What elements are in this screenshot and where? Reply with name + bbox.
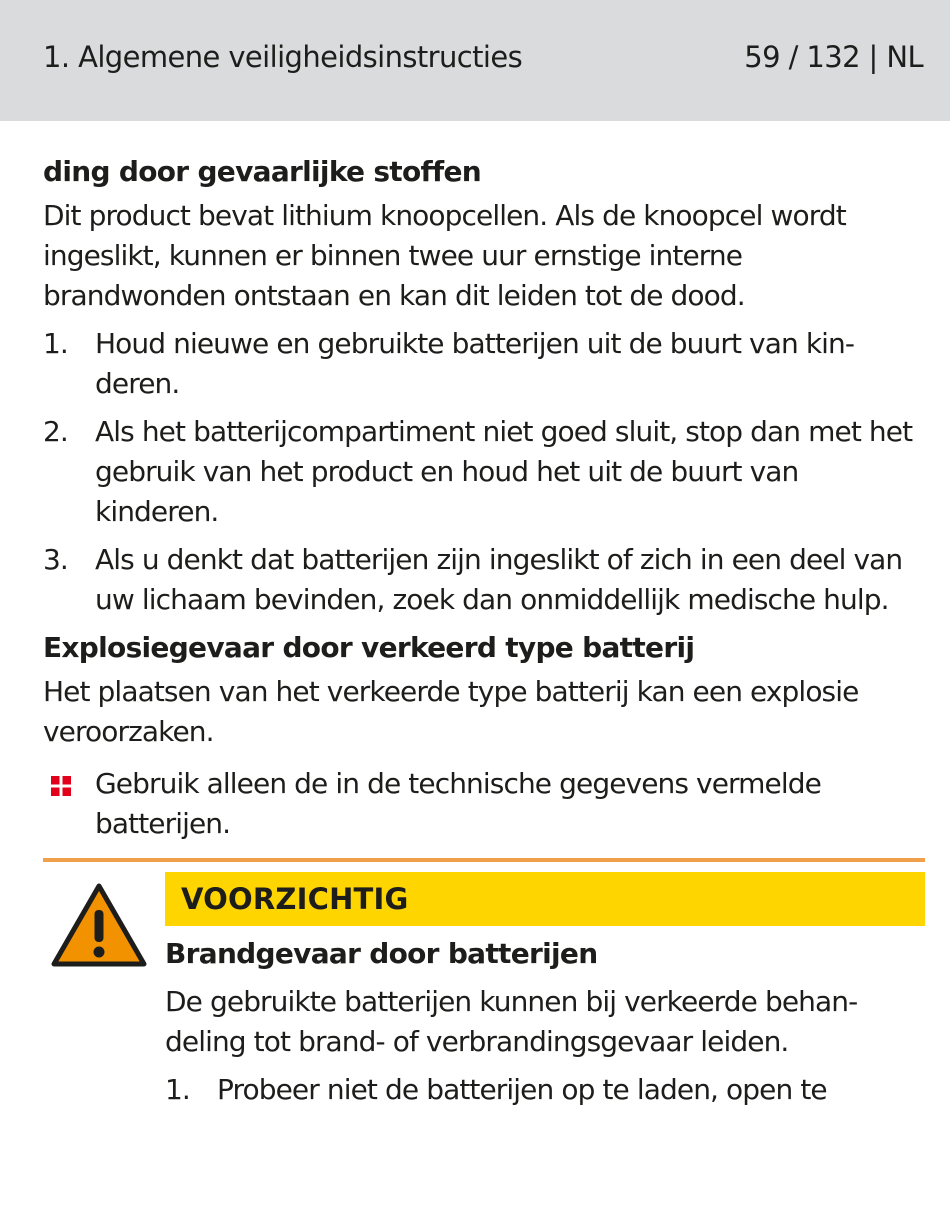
section-title: 1. Algemene veiligheidsinstructies (43, 40, 523, 74)
list-item (43, 412, 925, 532)
list-text: Houd nieuwe en gebruikte batterijen uit de buurt van kinderen. (95, 327, 855, 400)
list-text: Als het batterijcompartiment niet goed sluit, stop dan met het gebruik van het product en houd het uit de buurt van kinderen. (95, 415, 913, 528)
page-indicator: 59 / 132 | NL (744, 40, 923, 74)
list-item (43, 540, 925, 620)
list-text: Probeer niet de batterijen op te laden, open te (217, 1073, 827, 1106)
hazard-heading-explosion: Explosiegevaar door verkeerd type batterij (43, 631, 695, 664)
list-text: Als u denkt dat batterijen zijn ingeslikt of zich in een deel van uw lichaam bevinden, zoek dan onmiddellijk medische hulp. (95, 543, 903, 616)
warning-triangle-icon (51, 882, 147, 968)
red-square-bullet-icon (51, 776, 71, 796)
page-header (0, 0, 950, 121)
list-item (43, 324, 925, 404)
bullet-text: Gebruik alleen de in de technische gegevens vermelde batterijen. (95, 767, 821, 840)
list-item (165, 1070, 925, 1110)
instruction-list (43, 324, 925, 620)
hazard-description-substances: Dit product bevat lithium knoopcellen. Als de knoopcel wordt ingeslikt, kunnen er binnen twee uur ernstige interne brandwonden ontstaan en kan dit leiden tot de dood. (43, 199, 846, 312)
caution-instruction-list (165, 1070, 925, 1110)
list-number: 3. (43, 543, 68, 576)
list-number: 1. (43, 327, 68, 360)
hazard-description-explosion: Het plaatsen van het verkeerde type batterij kan een explosie veroorzaken. (43, 675, 859, 748)
caution-body (165, 872, 925, 1110)
signal-word-bar (165, 872, 925, 926)
list-number: 2. (43, 415, 68, 448)
caution-description: De gebruikte batterijen kunnen bij verkeerde behandeling tot brand- of verbrandingsgevaar leiden. (165, 985, 859, 1058)
caution-heading: Brandgevaar door batterijen (165, 937, 598, 970)
page-content (43, 152, 925, 1118)
bullet-item (43, 764, 925, 844)
hazard-heading-substances: ding door gevaarlijke stoffen (43, 155, 481, 188)
caution-block (43, 872, 925, 1110)
list-number: 1. (165, 1073, 190, 1106)
signal-word: VOORZICHTIG (181, 882, 409, 916)
divider (43, 858, 925, 862)
